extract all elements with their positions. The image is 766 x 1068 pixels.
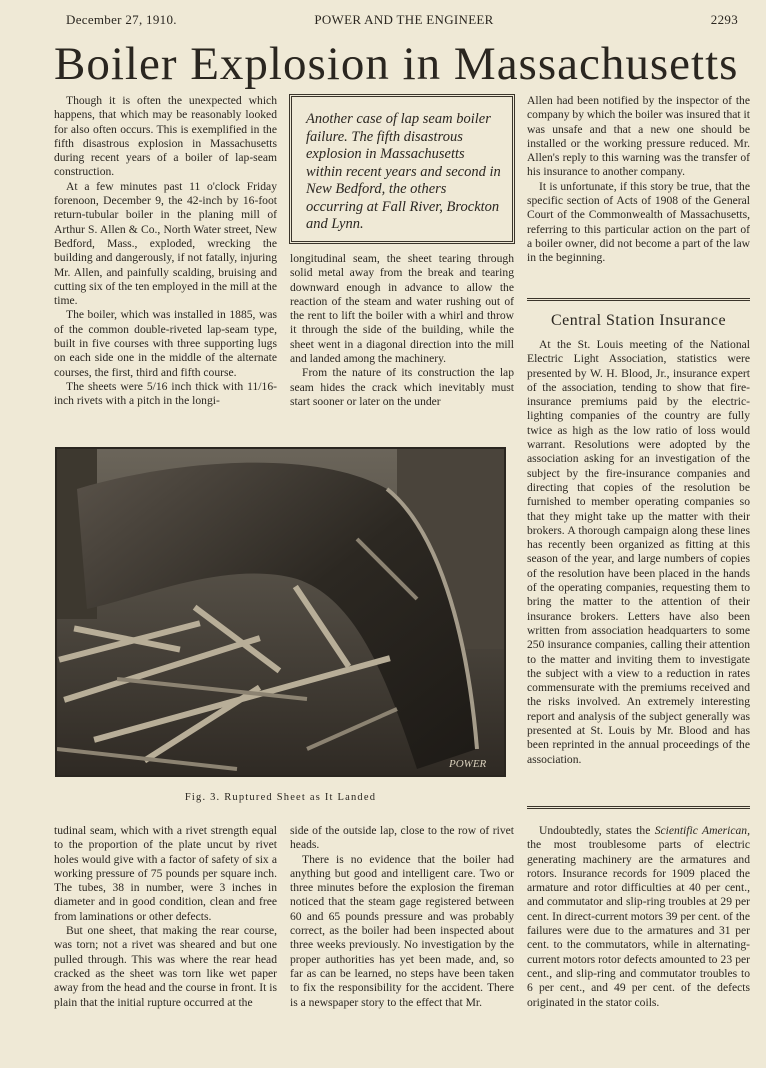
pull-quote: Another case of lap seam boiler failure. The fifth disastrous explosion in Massachusetts within recent years and second in New Bedford, the others occurring at Fall River, Brockton and Lynn. bbox=[306, 111, 501, 232]
photo-illustration bbox=[57, 449, 504, 775]
photo-caption: Fig. 3. Ruptured Sheet as It Landed bbox=[184, 792, 377, 803]
article-title: Boiler Explosion in Massachusetts bbox=[54, 38, 739, 90]
body-text: the most troublesome parts of electric generating machinery are the armatures and rotors. Insurance records for 1909 placed the armature and rotor difficulties at 40 per cent., and commutator and slip-ring troubles at 29 per cent. In direct-current motors 39 per cent. of the failures were due to the armatures and 31 per cent. to the commutators, while in alternating-current motors rotor defects amounted to 23 per cent., and slip-ring and commutator troubles to 6 per cent., and 49 per cent. of the defects originated in the stator coils. bbox=[527, 838, 750, 1009]
header-journal: POWER AND THE ENGINEER bbox=[314, 12, 494, 27]
article-column-2 bbox=[290, 252, 514, 409]
article-column-1 bbox=[54, 94, 277, 409]
photo-ruptured-sheet bbox=[55, 447, 506, 777]
paragraph bbox=[527, 824, 750, 1010]
photo-watermark: POWER bbox=[449, 758, 487, 770]
paragraph: Though it is often the unexpected which happens, that which may be reasonably looked for also often occurs. This is exemplified in the fifth disastrous explosion in Massachusetts during recent years of a boiler of lap-seam construction. bbox=[54, 94, 277, 179]
article-column-3-bottom bbox=[527, 824, 750, 1010]
lead-text: Undoubtedly, states the bbox=[539, 824, 651, 837]
section-divider bbox=[527, 806, 750, 809]
pull-quote-box bbox=[289, 94, 515, 244]
paragraph: At a few minutes past 11 o'clock Friday forenoon, December 9, the 42-inch by 16-foot return-tubular boiler in the planing mill of Arthur S. Allen & Co., North Water street, New Bedford, Mass., exploded, wrecking the building and dangerously, if not fatally, injuring Mr. Allen, and painfully scalding, bruising and cutting six of the ten employed in the mill at the time. bbox=[54, 179, 277, 308]
paragraph: tudinal seam, which with a rivet strength equal to the proportion of the plate uncut by rivet holes would give with a factor of safety of six a working pressure of 75 pounds per square inch. The tubes, 38 in number, were 3 inches in diameter and in good condition, clean and free from laminations or other defects. bbox=[54, 824, 277, 923]
article-column-2-bottom bbox=[290, 824, 514, 1010]
paragraph: At the St. Louis meeting of the National Electric Light Association, statistics were presented by W. H. Blood, Jr., insurance expert of the association, tending to show that fire-insurance premiums paid by the electric-lighting companies of the country are fully twice as high as the low ratio of loss would warrant. Resolutions were adopted by the association asking for an investigation of the subject by the fire-insurance companies and directing that copies of the resolution be furnished to member operating companies so that they might take up the matter with their brokers. A thorough campaign along these lines has recently been organized as fitting at this season of the year, and large numbers of copies of the resolution have been placed in the hands of the operating companies, requesting them to bring the matter to the attention of their insurance brokers. Letters have also been written from association headquarters to some 250 insurance companies, calling their attention to the matter and inviting them to investigate the subject with a view to a reduction in rates commensurate with the premiums received and the risks involved. An extremely interesting report and analysis of the subject generally was presented at St. Louis by Mr. Blood and has been reprinted in the annual proceedings of the association. bbox=[527, 338, 750, 766]
sidebar-title: Central Station Insurance bbox=[550, 312, 727, 329]
paragraph: There is no evidence that the boiler had anything but good and intelligent care. Two or three minutes before the explosion the fireman noticed that the steam gage registered between 60 and 65 pounds pressure and was probably correct, as the boiler had been inspected about three weeks previously. No investigation by the proper authorities has yet been made, and, so far as can be learned, no steps have been taken to fix the responsibility for the accident. There is a newspaper story to the effect that Mr. bbox=[290, 852, 514, 1009]
article-column-3 bbox=[527, 94, 750, 266]
paragraph: The sheets were 5/16 inch thick with 11/16-inch rivets with a pitch in the longi- bbox=[54, 379, 277, 408]
paragraph: From the nature of its construction the lap seam hides the crack which inevitably must start sooner or later on the under bbox=[290, 366, 514, 408]
paragraph: The boiler, which was installed in 1885, was of the common double-riveted lap-seam type, built in five courses with three supporting lugs on each side one in the middle of the alternate courses, the first, third and fifth course. bbox=[54, 308, 277, 379]
paragraph: But one sheet, that making the rear course, was torn; not a rivet was sheared and but one pulled through. This was where the rear head cracked as the sheet was torn like wet paper away from the head and the course in front. It is plain that the initial rupture occurred at the bbox=[54, 924, 277, 1009]
header-page-number: 2293 bbox=[710, 12, 738, 27]
paragraph: side of the outside lap, close to the row of rivet heads. bbox=[290, 824, 514, 852]
paragraph: Allen had been notified by the inspector of the company by which the boiler was insured that it was unsafe and that a new one should be installed or the working pressure reduced. Mr. Allen's reply to this warning was the transfer of his insurance to another company. bbox=[527, 94, 750, 179]
source-name: Scientific American, bbox=[654, 824, 750, 837]
paragraph: longitudinal seam, the sheet tearing through solid metal away from the break and tearing downward enough in advance to allow the reaction of the steam and water rushing out of the rent to lift the boiler with a whirl and throw it through the side of the building, while the sheet went in a diagonal direction into the mill and landed among the machinery. bbox=[290, 252, 514, 366]
sidebar-body bbox=[527, 338, 750, 767]
header-date: December 27, 1910. bbox=[66, 12, 177, 27]
article-column-1-bottom bbox=[54, 824, 277, 1010]
paragraph: It is unfortunate, if this story be true, that the specific section of Acts of 1908 of the General Court of the Commonwealth of Massachusetts, referring to this particular action on the part of a boiler owner, did not become a part of the law in the beginning. bbox=[527, 179, 750, 265]
section-divider bbox=[527, 298, 750, 301]
